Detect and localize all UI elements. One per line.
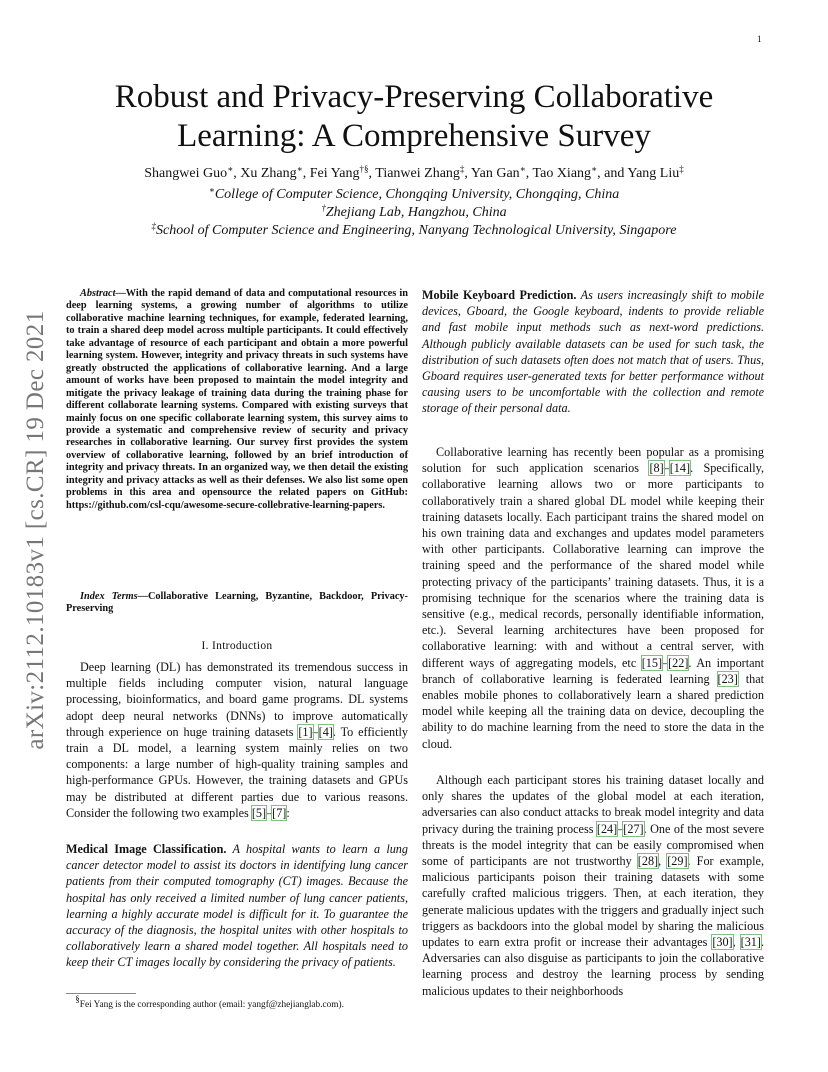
abstract-text: —With the rapid demand of data and computational resources in deep learning systems, a growing number of algorithms to utilize collaborative machine learning techniques, for example, federated learning, to train a shared deep model across multiple participants. It could effectively take advantage of resource of each participant and obtain a more powerful learning system. However, integrity and privacy threats in such systems have greatly obstructed the applications of collaborative learning. And a large amount of works have been proposed to maintain the model integrity and mitigate the privacy leakage of training data during the training phase for different collaborate learning systems. Compared with existing surveys that mainly focus on one specific collaborate learning system, this survey aims to provide a systematic and comprehensive review of security and privacy researches in collaborative learning. Our survey first provides the system overview of collaborative learning, followed by an brief introduction of integrity and privacy threats. In an organized way, we then detail the existing integrity and privacy attacks as well as their defenses. We also list some open problems in this area and opensource the related papers on GitHub: https://github.com/csl-cqu/awesome-secure-collebrative-learning-papers. (66, 288, 408, 511)
citation-link[interactable]: [15] (641, 655, 663, 670)
title-line-1: Robust and Privacy-Preserving Collaborative (114, 79, 714, 115)
author-name: and Yang Liu (604, 166, 680, 181)
author-mark: ∗ (296, 164, 303, 174)
footnote-text: Fei Yang is the corresponding author (email: yangf@zhejianglab.com). (79, 1000, 344, 1010)
affiliation-3: ‡School of Computer Science and Engineering, Nanyang Technological University, Singapore (151, 221, 677, 238)
author-mark: ∗ (591, 164, 598, 174)
index-terms-text: —Collaborative Learning, Byzantine, Backdoor, Privacy-Preserving (66, 591, 408, 615)
threats-paragraph: Although each participant stores his training dataset locally and only shares the updates of the global model at each iteration, adversaries can also conduct attacks to break model integrity and data privacy during the training process [24]–[27]. One of the most severe threats is the model integrity that can be easily compromised when some of participants are not trustworthy [28], [29]. For example, malicious participants poison their training datasets with some carefully crafted malicious triggers. Then, at each iteration, they generate malicious updates with the triggers and gradually inject such triggers as backdoors into the global model by sharing the malicious updates to earn extra profit or increase their advantages [30], [31]. Adversaries can also disguise as participants to join the collaborative learning process and destroy the learning process by sending malicious updates to their neighborhoods (422, 773, 764, 998)
citation-link[interactable]: [8] (649, 461, 664, 476)
collaborative-learning-paragraph: Collaborative learning has recently been popular as a promising solution for such application scenarios [8]–[14]. Specifically, collaborative learning allows two or more participants to collaboratively train a shared global DL model while keeping their training datasets locally. Each participant trains the shared model on his own training data and exchanges and updates model parameters with other participants. Collaborative learning can improve the training speed and the performance of the shared model while protecting privacy of the participants’ training datasets. Thus, it is a promising technique for the scenarios where the training data is sensitive (e.g., medical records, personally identifiable information, etc.). Several learning architectures have been proposed for collaborative learning: with and without a central server, with different ways of aggregating models, etc [15]–[22]. An important branch of collaborative learning is federated learning [23] that enables mobile phones to collaboratively learn a shared prediction model while keeping all the training data on device, decoupling the ability to do machine learning from the need to store the data in the cloud. (422, 445, 765, 751)
author-mark: ∗ (519, 164, 526, 174)
citation-link[interactable]: [5] (251, 805, 267, 820)
abstract (66, 288, 408, 512)
citation-link[interactable]: [7] (272, 805, 287, 820)
author-name: Tianwei Zhang (375, 166, 460, 181)
citation-link[interactable]: [22] (668, 655, 689, 670)
arxiv-stamp (22, 300, 49, 760)
citation-link[interactable]: [23] (717, 671, 738, 686)
index-terms (66, 591, 408, 616)
citation-link[interactable]: [29] (667, 854, 688, 869)
citation-link[interactable]: [14] (669, 461, 691, 476)
citation-link[interactable]: [28] (637, 854, 659, 869)
author-mark: †§ (359, 164, 369, 174)
citation-link[interactable]: [31] (740, 935, 761, 950)
mobile-example-label: Mobile Keyboard Prediction. (422, 288, 577, 302)
affiliation-2: †Zhejiang Lab, Hangzhou, China (321, 203, 507, 220)
citation-link[interactable]: [4] (318, 724, 333, 739)
arxiv-id-text: arXiv:2112.10183v1 [cs.CR] 19 Dec 2021 (22, 310, 49, 750)
medical-example-text: A hospital wants to learn a lung cancer detector model to assist its doctors in identifying lung cancer patients from their computed tomography (CT) images. Because the hospital has only received a limited number of lung cancer patients, learning a highly accurate model is difficult for it. To guarantee the accuracy of the diagnosis, the hospital unites with other hospitals to collaboratively learn a shared model together. All hospitals need to keep their CT images locally by considering the privacy of patients. (66, 842, 408, 970)
citation-link[interactable]: [24] (596, 821, 618, 836)
author-mark: ∗ (227, 164, 234, 174)
affiliation-1: ∗College of Computer Science, Chongqing University, Chongqing, China (208, 185, 620, 202)
medical-example-label: Medical Image Classification. (66, 842, 227, 856)
paper-title (0, 78, 828, 156)
author-name: Shangwei Guo (144, 166, 228, 181)
author-mark: ‡ (679, 164, 684, 174)
medical-example-paragraph (66, 841, 408, 971)
citation-link[interactable]: [1] (298, 724, 313, 739)
author-name: Xu Zhang (240, 166, 297, 181)
abstract-label: Abstract (80, 288, 116, 299)
author-name: Fei Yang (309, 166, 360, 181)
author-name: Tao Xiang (532, 166, 592, 181)
index-terms-label: Index Terms (80, 591, 138, 602)
section-heading-introduction: I. Introduction (201, 640, 273, 652)
footnote-mark: § (75, 994, 80, 1004)
citation-link[interactable]: [27] (623, 821, 644, 836)
mobile-example-text: As users increasingly shift to mobile devices, Gboard, the Google keyboard, indents to provide reliable and fast mobile input methods such as next-word predictions. Although publicly available datasets can be used for such task, the distribution of such datasets often does not match that of users. Thus, Gboard requires user-generated texts for better performance without causing users to be uncomfortable with the collection and remote storage of their personal data. (422, 288, 764, 416)
intro-paragraph: Deep learning (DL) has demonstrated its tremendous success in multiple fields including computer vision, natural language processing, bioinformatics, and board game programs. DL systems adopt deep neural networks (DNNs) to improve automatically through experience on huge training datasets [1]–[4]. To efficiently train a DL model, a learning system mainly relies on two components: a large number of high-quality training samples and high-performance GPUs. However, the training datasets and GPUs may be distributed at different parties due to various reasons. Consider the following two examples [5]–[7]: (66, 660, 408, 820)
mobile-example-paragraph (422, 287, 764, 417)
author-mark: ‡ (459, 164, 465, 174)
citation-link[interactable]: [30] (712, 935, 733, 950)
footnote (66, 994, 408, 1011)
author-name: Yan Gan (470, 166, 520, 181)
title-line-2: Learning: A Comprehensive Survey (177, 118, 651, 154)
page-number: 1 (757, 34, 762, 44)
author-list: Shangwei Guo∗, Xu Zhang∗, Fei Yang†§, Tianwei Zhang‡, Yan Gan∗, Tao Xiang∗, and Yang Liu‡ (144, 164, 684, 181)
